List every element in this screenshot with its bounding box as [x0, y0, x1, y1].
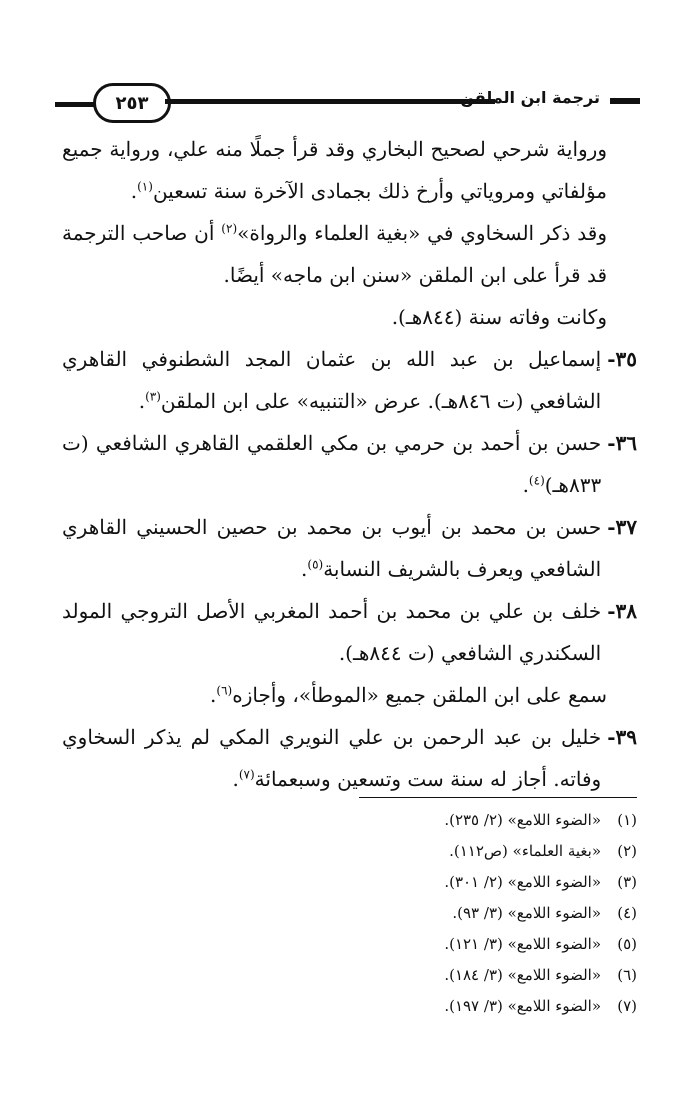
footnote-number: (٣) [617, 873, 637, 891]
header-rule-right [610, 98, 640, 104]
footnote-number: (٢) [617, 842, 637, 860]
entry-number: ٣٧- [607, 515, 637, 539]
running-title: ترجمة ابن الملقن [460, 88, 600, 107]
paragraph-text: وقد ذكر السخاوي في «بغية العلماء والرواة» [237, 221, 608, 245]
page-number: ٢٥٣ [115, 92, 149, 114]
footnote-text: «الضوء اللامع» (٣/ ١٢١). [444, 935, 601, 953]
footnote-text: «الضوء اللامع» (٢/ ٢٣٥). [444, 811, 601, 829]
punctuation: . [138, 389, 146, 413]
footnote-number: (٧) [617, 997, 637, 1015]
footnote-separator [359, 797, 637, 798]
paragraph-1 [62, 128, 637, 212]
footnote-ref: (٧) [238, 767, 255, 782]
punctuation: . [522, 473, 529, 497]
footnote-number: (٦) [617, 966, 637, 984]
footnote-4 [217, 898, 637, 929]
footnote-5 [217, 929, 637, 960]
entry-number: ٣٦- [607, 431, 637, 455]
entry-text [62, 506, 601, 590]
entry-body: حسن بن أحمد بن حرمي بن مكي العلقمي القاهري الشافعي (ت ٨٣٣هـ) [62, 431, 602, 497]
footnote-text: «الضوء اللامع» (٣/ ١٨٤). [444, 966, 601, 984]
page-number-badge [93, 83, 171, 123]
footnote-1 [217, 805, 637, 836]
footnote-ref: (٤) [528, 473, 545, 488]
paragraph-3 [62, 296, 637, 338]
footnote-ref: (٢) [221, 221, 238, 236]
paragraph-text: وكانت وفاته سنة (٨٤٤هـ). [391, 305, 607, 329]
entry-text [62, 422, 601, 506]
footnote-ref: (٥) [307, 557, 324, 572]
footnote-ref: (٣) [145, 389, 161, 404]
entry-number: ٣٨- [607, 599, 637, 623]
footnotes [217, 805, 637, 1022]
paragraph-4 [62, 674, 637, 716]
footnote-text: «الضوء اللامع» (٣/ ٩٣). [452, 904, 601, 922]
punctuation: . [301, 557, 308, 581]
entry-body: خليل بن عبد الرحمن بن علي النويري المكي لم يذكر السخاوي وفاته. أجاز له سنة ست وتسعين وسبعمائة [62, 725, 602, 791]
entry-39 [62, 716, 637, 800]
entry-36 [62, 422, 637, 506]
page-header [55, 80, 640, 120]
entry-body: حسن بن محمد بن أيوب بن محمد بن حصين الحسيني القاهري الشافعي ويعرف بالشريف النسابة [62, 515, 602, 581]
entry-number: ٣٥- [607, 347, 637, 371]
footnote-6 [217, 960, 637, 991]
entry-number: ٣٩- [607, 725, 637, 749]
footnote-ref: (٦) [216, 683, 233, 698]
paragraph-2 [62, 212, 637, 296]
footnote-number: (١) [617, 811, 637, 829]
entry-body: خلف بن علي بن محمد بن أحمد المغربي الأصل التروجي المولد السكندري الشافعي (ت ٨٤٤هـ). [62, 599, 602, 665]
footnote-text: «الضوء اللامع» (٢/ ٣٠١). [444, 873, 601, 891]
main-text [62, 128, 637, 800]
entry-37 [62, 506, 637, 590]
footnote-3 [217, 867, 637, 898]
punctuation: . [210, 683, 217, 707]
punctuation: . [130, 179, 138, 203]
footnote-number: (٥) [617, 935, 637, 953]
footnote-2 [217, 836, 637, 867]
footnote-text: «الضوء اللامع» (٣/ ١٩٧). [444, 997, 601, 1015]
entry-38 [62, 590, 637, 674]
entry-text [62, 590, 601, 674]
punctuation: . [232, 767, 239, 791]
header-rule-left [55, 102, 95, 107]
footnote-ref: (١) [137, 179, 153, 194]
header-rule-middle [165, 99, 495, 104]
footnote-7 [217, 991, 637, 1022]
entry-35 [62, 338, 637, 422]
footnote-number: (٤) [617, 904, 637, 922]
entry-text [62, 716, 601, 800]
paragraph-text: أن صاحب الترجمة قد قرأ على ابن الملقن «سنن ابن ماجه» أيضًا. [62, 221, 607, 287]
footnote-text: «بغية العلماء» (ص١١٢). [449, 842, 601, 860]
entry-body: إسماعيل بن عبد الله بن عثمان المجد الشطنوفي القاهري الشافعي (ت ٨٤٦هـ). عرض «التنبيه» على ابن الملقن [62, 347, 602, 413]
paragraph-text: سمع على ابن الملقن جميع «الموطأ»، وأجازه [232, 683, 607, 707]
entry-text [62, 338, 601, 422]
paragraph-text: ورواية شرحي لصحيح البخاري وقد قرأ جملًا منه علي، ورواية جميع مؤلفاتي ومروياتي وأرخ ذلك بجمادى الآخرة سنة تسعين [62, 137, 607, 203]
